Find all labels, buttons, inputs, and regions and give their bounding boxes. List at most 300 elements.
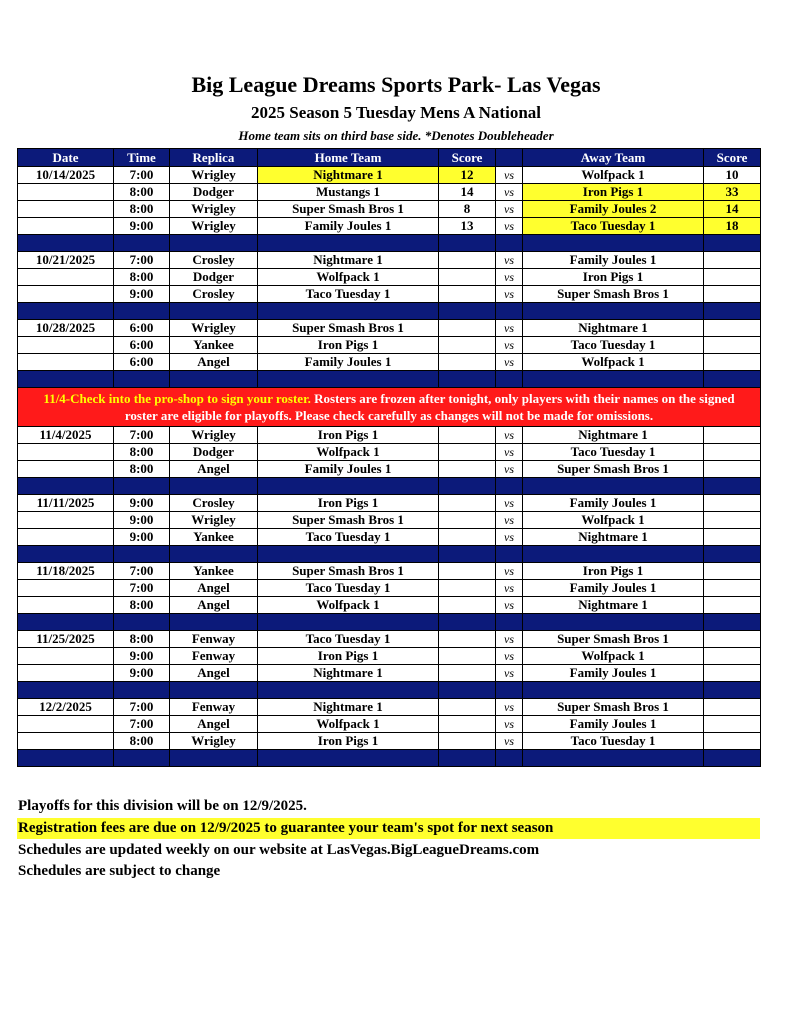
- separator-cell: [496, 235, 523, 252]
- home-team: Nightmare 1: [258, 167, 439, 184]
- game-field: Wrigley: [170, 427, 258, 444]
- vs-label: vs: [496, 354, 523, 371]
- away-score: [704, 648, 761, 665]
- game-field: Crosley: [170, 252, 258, 269]
- separator-cell: [523, 546, 704, 563]
- game-row: [18, 495, 761, 512]
- away-score: [704, 337, 761, 354]
- separator-cell: [18, 478, 114, 495]
- roster-notice-lead: 11/4-Check into the pro-shop to sign your roster.: [43, 391, 311, 406]
- game-field: Angel: [170, 580, 258, 597]
- separator-cell: [170, 614, 258, 631]
- away-score: [704, 444, 761, 461]
- home-score: [439, 648, 496, 665]
- home-score: 14: [439, 184, 496, 201]
- away-team: Wolfpack 1: [523, 512, 704, 529]
- away-score: [704, 320, 761, 337]
- vs-label: vs: [496, 495, 523, 512]
- separator-cell: [704, 614, 761, 631]
- game-time: 9:00: [114, 529, 170, 546]
- col-header-home-team: Home Team: [258, 149, 439, 167]
- separator-cell: [114, 371, 170, 388]
- game-date: [18, 201, 114, 218]
- game-date: 10/21/2025: [18, 252, 114, 269]
- separator-cell: [439, 235, 496, 252]
- home-team: Wolfpack 1: [258, 597, 439, 614]
- away-team: Nightmare 1: [523, 427, 704, 444]
- game-time: 7:00: [114, 699, 170, 716]
- separator-cell: [704, 478, 761, 495]
- separator-cell: [258, 303, 439, 320]
- separator-cell: [170, 682, 258, 699]
- away-team: Taco Tuesday 1: [523, 337, 704, 354]
- game-date: 12/2/2025: [18, 699, 114, 716]
- game-field: Yankee: [170, 337, 258, 354]
- game-date: [18, 512, 114, 529]
- home-score: 13: [439, 218, 496, 235]
- game-date: 10/14/2025: [18, 167, 114, 184]
- separator-cell: [523, 682, 704, 699]
- game-field: Wrigley: [170, 201, 258, 218]
- vs-label: vs: [496, 461, 523, 478]
- game-time: 6:00: [114, 337, 170, 354]
- roster-notice-text: Rosters are frozen after tonight, only players with their names on the signed roster are eligible for playoffs. Please check carefully as changes will not be made for omissions.: [124, 391, 735, 423]
- separator-cell: [704, 546, 761, 563]
- separator-cell: [258, 371, 439, 388]
- vs-label: vs: [496, 444, 523, 461]
- home-score: [439, 512, 496, 529]
- game-time: 8:00: [114, 269, 170, 286]
- away-team: Family Joules 1: [523, 495, 704, 512]
- game-field: Yankee: [170, 529, 258, 546]
- separator-cell: [114, 682, 170, 699]
- game-time: 9:00: [114, 218, 170, 235]
- game-row: [18, 699, 761, 716]
- separator-cell: [114, 235, 170, 252]
- game-date: [18, 580, 114, 597]
- home-team: Nightmare 1: [258, 665, 439, 682]
- game-row: [18, 269, 761, 286]
- separator-cell: [523, 614, 704, 631]
- game-time: 9:00: [114, 648, 170, 665]
- away-score: [704, 286, 761, 303]
- week-separator: [18, 303, 761, 320]
- home-score: [439, 665, 496, 682]
- week-separator: [18, 614, 761, 631]
- home-team: Taco Tuesday 1: [258, 631, 439, 648]
- separator-cell: [258, 750, 439, 767]
- col-header-away-team: Away Team: [523, 149, 704, 167]
- separator-cell: [523, 371, 704, 388]
- vs-label: vs: [496, 269, 523, 286]
- away-score: [704, 495, 761, 512]
- separator-cell: [18, 371, 114, 388]
- away-score: [704, 427, 761, 444]
- separator-cell: [523, 235, 704, 252]
- game-field: Yankee: [170, 563, 258, 580]
- col-header-home-score: Score: [439, 149, 496, 167]
- home-score: [439, 699, 496, 716]
- game-date: [18, 337, 114, 354]
- separator-cell: [439, 682, 496, 699]
- away-team: Super Smash Bros 1: [523, 631, 704, 648]
- home-team: Wolfpack 1: [258, 444, 439, 461]
- away-team: Iron Pigs 1: [523, 269, 704, 286]
- away-team: Taco Tuesday 1: [523, 444, 704, 461]
- home-score: [439, 529, 496, 546]
- game-date: [18, 716, 114, 733]
- game-date: 11/18/2025: [18, 563, 114, 580]
- away-team: Taco Tuesday 1: [523, 733, 704, 750]
- game-date: [18, 461, 114, 478]
- home-team: Family Joules 1: [258, 354, 439, 371]
- game-row: [18, 354, 761, 371]
- separator-cell: [170, 303, 258, 320]
- separator-cell: [114, 546, 170, 563]
- week-separator: [18, 682, 761, 699]
- game-row: [18, 337, 761, 354]
- vs-label: vs: [496, 252, 523, 269]
- home-team: Taco Tuesday 1: [258, 286, 439, 303]
- separator-cell: [258, 546, 439, 563]
- game-field: Angel: [170, 597, 258, 614]
- game-field: Wrigley: [170, 733, 258, 750]
- away-team: Taco Tuesday 1: [523, 218, 704, 235]
- vs-label: vs: [496, 665, 523, 682]
- game-row: [18, 648, 761, 665]
- game-row: [18, 631, 761, 648]
- away-score: [704, 733, 761, 750]
- away-score: [704, 512, 761, 529]
- home-team: Super Smash Bros 1: [258, 512, 439, 529]
- game-date: [18, 286, 114, 303]
- game-date: [18, 597, 114, 614]
- game-row: [18, 167, 761, 184]
- away-score: [704, 699, 761, 716]
- away-score: [704, 631, 761, 648]
- away-score: 14: [704, 201, 761, 218]
- game-field: Angel: [170, 665, 258, 682]
- game-time: 8:00: [114, 201, 170, 218]
- game-time: 8:00: [114, 444, 170, 461]
- home-team: Super Smash Bros 1: [258, 201, 439, 218]
- page-subtitle: 2025 Season 5 Tuesday Mens A National: [250, 103, 541, 122]
- game-field: Fenway: [170, 648, 258, 665]
- away-team: Family Joules 1: [523, 580, 704, 597]
- game-time: 9:00: [114, 495, 170, 512]
- separator-cell: [704, 303, 761, 320]
- separator-cell: [18, 235, 114, 252]
- vs-label: vs: [496, 201, 523, 218]
- home-team: Nightmare 1: [258, 252, 439, 269]
- home-team: Wolfpack 1: [258, 716, 439, 733]
- home-score: [439, 252, 496, 269]
- game-time: 7:00: [114, 252, 170, 269]
- separator-cell: [18, 614, 114, 631]
- away-team: Wolfpack 1: [523, 354, 704, 371]
- game-time: 9:00: [114, 286, 170, 303]
- vs-label: vs: [496, 563, 523, 580]
- home-score: [439, 354, 496, 371]
- away-score: 33: [704, 184, 761, 201]
- playoffs-note: Playoffs for this division will be on 12/9/2025.: [18, 798, 307, 814]
- separator-cell: [439, 546, 496, 563]
- home-score: 8: [439, 201, 496, 218]
- game-row: [18, 580, 761, 597]
- game-time: 8:00: [114, 597, 170, 614]
- game-time: 8:00: [114, 733, 170, 750]
- away-team: Nightmare 1: [523, 597, 704, 614]
- vs-label: vs: [496, 699, 523, 716]
- home-score: [439, 337, 496, 354]
- separator-cell: [496, 750, 523, 767]
- away-team: Super Smash Bros 1: [523, 286, 704, 303]
- home-score: [439, 597, 496, 614]
- away-score: 10: [704, 167, 761, 184]
- separator-cell: [704, 750, 761, 767]
- vs-label: vs: [496, 648, 523, 665]
- game-row: [18, 201, 761, 218]
- away-team: Wolfpack 1: [523, 648, 704, 665]
- game-time: 7:00: [114, 167, 170, 184]
- separator-cell: [18, 682, 114, 699]
- home-team: Iron Pigs 1: [258, 648, 439, 665]
- separator-cell: [496, 371, 523, 388]
- separator-cell: [496, 303, 523, 320]
- separator-cell: [114, 614, 170, 631]
- game-field: Fenway: [170, 631, 258, 648]
- home-team: Family Joules 1: [258, 461, 439, 478]
- game-row: [18, 218, 761, 235]
- home-score: [439, 716, 496, 733]
- home-team: Wolfpack 1: [258, 269, 439, 286]
- game-row: [18, 444, 761, 461]
- week-separator: [18, 750, 761, 767]
- home-score: [439, 444, 496, 461]
- separator-cell: [523, 303, 704, 320]
- vs-label: vs: [496, 580, 523, 597]
- game-field: Wrigley: [170, 167, 258, 184]
- week-separator: [18, 478, 761, 495]
- away-team: Super Smash Bros 1: [523, 699, 704, 716]
- game-time: 8:00: [114, 631, 170, 648]
- game-field: Wrigley: [170, 512, 258, 529]
- separator-cell: [170, 478, 258, 495]
- game-date: [18, 665, 114, 682]
- game-time: 9:00: [114, 512, 170, 529]
- game-field: Crosley: [170, 286, 258, 303]
- col-header-replica: Replica: [170, 149, 258, 167]
- registration-note: Registration fees are due on 12/9/2025 to guarantee your team's spot for next season: [17, 818, 760, 839]
- separator-cell: [496, 546, 523, 563]
- separator-cell: [258, 614, 439, 631]
- home-team: Mustangs 1: [258, 184, 439, 201]
- home-team: Nightmare 1: [258, 699, 439, 716]
- home-score: 12: [439, 167, 496, 184]
- separator-cell: [523, 750, 704, 767]
- game-row: [18, 252, 761, 269]
- separator-cell: [496, 682, 523, 699]
- home-team: Family Joules 1: [258, 218, 439, 235]
- separator-cell: [170, 371, 258, 388]
- separator-cell: [18, 546, 114, 563]
- home-score: [439, 563, 496, 580]
- separator-cell: [18, 303, 114, 320]
- game-row: [18, 320, 761, 337]
- game-field: Angel: [170, 716, 258, 733]
- separator-cell: [439, 750, 496, 767]
- away-score: [704, 580, 761, 597]
- away-score: [704, 354, 761, 371]
- game-date: [18, 218, 114, 235]
- away-score: [704, 461, 761, 478]
- separator-cell: [439, 478, 496, 495]
- game-row: [18, 563, 761, 580]
- col-header-date: Date: [18, 149, 114, 167]
- separator-cell: [114, 750, 170, 767]
- vs-label: vs: [496, 184, 523, 201]
- separator-cell: [170, 235, 258, 252]
- vs-label: vs: [496, 529, 523, 546]
- game-time: 7:00: [114, 563, 170, 580]
- separator-cell: [439, 614, 496, 631]
- game-date: [18, 733, 114, 750]
- schedule-body: [18, 167, 761, 767]
- away-team: Iron Pigs 1: [523, 563, 704, 580]
- vs-label: vs: [496, 512, 523, 529]
- game-row: [18, 665, 761, 682]
- week-separator: [18, 235, 761, 252]
- week-separator: [18, 371, 761, 388]
- vs-label: vs: [496, 733, 523, 750]
- home-score: [439, 580, 496, 597]
- home-score: [439, 631, 496, 648]
- away-score: [704, 563, 761, 580]
- page-title: Big League Dreams Sports Park- Las Vegas: [191, 72, 601, 97]
- vs-label: vs: [496, 320, 523, 337]
- separator-cell: [18, 750, 114, 767]
- separator-cell: [704, 235, 761, 252]
- vs-label: vs: [496, 716, 523, 733]
- game-time: 7:00: [114, 716, 170, 733]
- separator-cell: [258, 478, 439, 495]
- game-time: 8:00: [114, 184, 170, 201]
- away-team: Nightmare 1: [523, 320, 704, 337]
- away-score: [704, 597, 761, 614]
- vs-label: vs: [496, 597, 523, 614]
- away-team: Family Joules 1: [523, 252, 704, 269]
- game-date: [18, 354, 114, 371]
- game-field: Crosley: [170, 495, 258, 512]
- separator-cell: [704, 682, 761, 699]
- game-date: [18, 529, 114, 546]
- game-time: 7:00: [114, 580, 170, 597]
- separator-cell: [523, 478, 704, 495]
- away-score: 18: [704, 218, 761, 235]
- home-team: Taco Tuesday 1: [258, 580, 439, 597]
- vs-label: vs: [496, 218, 523, 235]
- game-row: [18, 733, 761, 750]
- game-row: [18, 512, 761, 529]
- away-team: Family Joules 1: [523, 716, 704, 733]
- game-row: [18, 597, 761, 614]
- vs-label: vs: [496, 286, 523, 303]
- home-team: Iron Pigs 1: [258, 337, 439, 354]
- home-score: [439, 495, 496, 512]
- game-date: [18, 444, 114, 461]
- game-time: 6:00: [114, 354, 170, 371]
- schedule-table: [17, 148, 761, 767]
- away-score: [704, 716, 761, 733]
- away-team: Iron Pigs 1: [523, 184, 704, 201]
- separator-cell: [258, 235, 439, 252]
- separator-cell: [439, 371, 496, 388]
- week-separator: [18, 546, 761, 563]
- game-time: 8:00: [114, 461, 170, 478]
- home-score: [439, 320, 496, 337]
- col-header-away-score: Score: [704, 149, 761, 167]
- vs-label: vs: [496, 631, 523, 648]
- separator-cell: [496, 478, 523, 495]
- roster-notice-row: [18, 388, 761, 427]
- game-date: [18, 184, 114, 201]
- game-date: [18, 269, 114, 286]
- home-score: [439, 427, 496, 444]
- away-team: Super Smash Bros 1: [523, 461, 704, 478]
- separator-cell: [439, 303, 496, 320]
- game-time: 6:00: [114, 320, 170, 337]
- separator-cell: [114, 303, 170, 320]
- game-row: [18, 716, 761, 733]
- col-header-time: Time: [114, 149, 170, 167]
- separator-cell: [170, 750, 258, 767]
- game-date: 11/11/2025: [18, 495, 114, 512]
- home-team: Super Smash Bros 1: [258, 563, 439, 580]
- vs-label: vs: [496, 427, 523, 444]
- separator-cell: [114, 478, 170, 495]
- away-team: Family Joules 2: [523, 201, 704, 218]
- home-score: [439, 286, 496, 303]
- game-field: Fenway: [170, 699, 258, 716]
- game-row: [18, 427, 761, 444]
- game-date: 11/25/2025: [18, 631, 114, 648]
- game-field: Angel: [170, 354, 258, 371]
- game-date: 10/28/2025: [18, 320, 114, 337]
- home-score: [439, 269, 496, 286]
- away-team: Wolfpack 1: [523, 167, 704, 184]
- vs-label: vs: [496, 337, 523, 354]
- away-score: [704, 269, 761, 286]
- game-row: [18, 286, 761, 303]
- game-time: 9:00: [114, 665, 170, 682]
- col-header-vs: [496, 149, 523, 167]
- separator-cell: [704, 371, 761, 388]
- game-field: Dodger: [170, 184, 258, 201]
- table-header-row: [18, 149, 761, 167]
- home-team: Iron Pigs 1: [258, 733, 439, 750]
- game-field: Angel: [170, 461, 258, 478]
- separator-cell: [258, 682, 439, 699]
- game-row: [18, 184, 761, 201]
- game-row: [18, 529, 761, 546]
- away-score: [704, 529, 761, 546]
- page-note: Home team sits on third base side. *Denotes Doubleheader: [238, 128, 554, 143]
- game-field: Dodger: [170, 269, 258, 286]
- game-field: Wrigley: [170, 320, 258, 337]
- away-score: [704, 252, 761, 269]
- home-team: Iron Pigs 1: [258, 495, 439, 512]
- website-note: Schedules are updated weekly on our website at LasVegas.BigLeagueDreams.com: [18, 842, 540, 858]
